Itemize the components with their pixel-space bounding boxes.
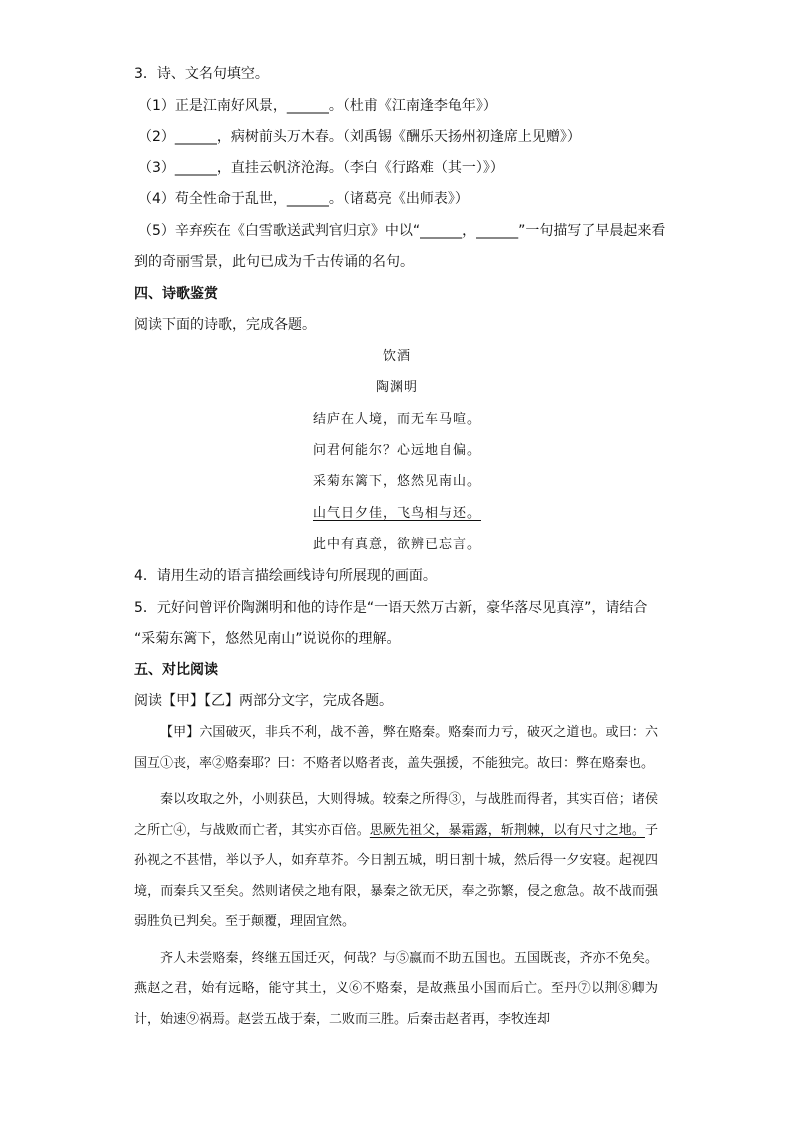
q3-title: 3．诗、文名句填空。 bbox=[134, 66, 269, 82]
poem-line: 问君何能尔？心远地自偏。 bbox=[312, 443, 481, 458]
passage-paragraph-1: 【甲】六国破灭，非兵不利，战不善，弊在赂秦。赂秦而力亏，破灭之道也。或曰：六国互①丧，率②赂秦耶？曰：不赂者以赂者丧，盖失强援，不能独完。故曰：弊在赂秦也。 bbox=[134, 725, 658, 771]
poem-line: 此中有真意，欲辨已忘言。 bbox=[312, 537, 481, 552]
q5-text: 5．元好问曾评价陶渊明和他的诗作是“一语天然万古新，豪华落尽见真淳”，请结合 bbox=[134, 600, 648, 616]
q3-item-2: （2）______，病树前头万木春。（刘禹锡《酬乐天扬州初逢席上见赠》） bbox=[138, 129, 581, 145]
section5-intro: 阅读【甲】【乙】两部分文字，完成各题。 bbox=[134, 693, 393, 709]
q3-item-5: （5）辛弃疾在《白雪歌送武判官归京》中以“______，______”一句描写了早晨起来看 bbox=[138, 223, 666, 239]
passage-paragraph-3: 齐人未尝赂秦，终继五国迁灭，何哉？与⑤嬴而不助五国也。五国既丧，齐亦不免矣。燕赵之君，始有远略，能守其土，义⑥不赂秦，是故燕虽小国而后亡。至丹⑦以荆⑧卿为计，始速⑨祸焉。赵尝五战于秦，二败而三胜。后秦击赵者再，李牧连却 bbox=[134, 950, 658, 1027]
section4-intro: 阅读下面的诗歌，完成各题。 bbox=[134, 317, 316, 333]
q3-item-1: （1）正是江南好风景，______。（杜甫《江南逢李龟年》） bbox=[138, 98, 497, 114]
poem-author: 陶渊明 bbox=[375, 380, 418, 395]
passage-paragraph-2 bbox=[134, 785, 658, 938]
paragraph-2-part-a: 秦以攻取之外，小则获邑，大则得城。较秦之所得③，与战胜而得者，其实百倍；诸侯之所亡④，与战败而亡者，其实亦百倍。 bbox=[134, 792, 658, 838]
q4-text: 4．请用生动的语言描绘画线诗句所展现的画面。 bbox=[134, 568, 437, 584]
poem-line-underlined bbox=[0, 505, 794, 523]
q3-item-5-cont: 到的奇丽雪景，此句已成为千古传诵的名句。 bbox=[134, 254, 414, 270]
q3-item-4: （4）苟全性命于乱世，______。（诸葛亮《出师表》） bbox=[138, 191, 469, 207]
reading-passage bbox=[134, 718, 658, 1035]
underlined-sentence: 思厥先祖父，暴霜露，斩荆棘，以有尺寸之地。 bbox=[369, 822, 645, 838]
underlined-verse: 山气日夕佳，飞鸟相与还。 bbox=[312, 506, 481, 521]
poem-line: 结庐在人境，而无车马喧。 bbox=[312, 412, 481, 427]
section4-heading: 四、诗歌鉴赏 bbox=[134, 286, 218, 302]
paragraph-2-part-b: 子孙视之不甚惜，举以予人，如弃草芥。今日割五城，明日割十城，然后得一夕安寝。起视四境，而秦兵又至矣。然则诸侯之地有限，暴秦之欲无厌，奉之弥繁，侵之愈急。故不战而强弱胜负已判矣。至于颠覆，理固宜然。 bbox=[134, 822, 658, 929]
section5-heading: 五、对比阅读 bbox=[134, 662, 218, 678]
q3-item-3: （3）______，直挂云帆济沧海。（李白《行路难（其一）》） bbox=[138, 160, 504, 176]
poem-line: 采菊东篱下，悠然见南山。 bbox=[312, 474, 481, 489]
poem-title: 饮酒 bbox=[382, 349, 411, 364]
q5-text-cont: “采菊东篱下，悠然见南山”说说你的理解。 bbox=[134, 631, 401, 647]
